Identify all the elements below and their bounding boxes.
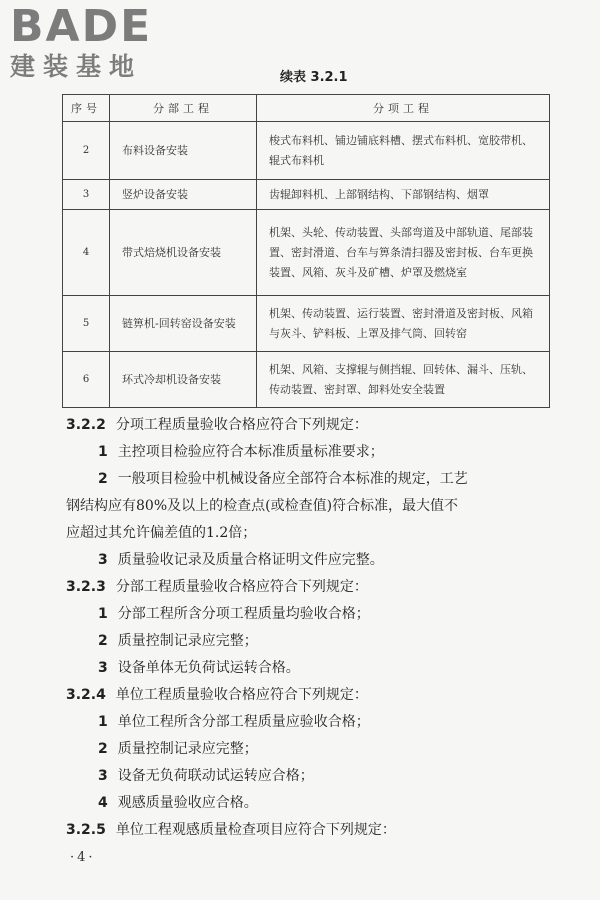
logo-wordmark: BADE	[10, 1, 153, 52]
list-item	[66, 601, 552, 628]
row-items: 机架、头轮、传动装置、头部弯道及中部轨道、尾部装置、密封滑道、台车与箅条清扫器及密封板、台车更换装置、风箱、灰斗及矿槽、炉罩及燃烧室	[257, 210, 550, 296]
row-part: 链箅机-回转窑设备安装	[110, 296, 257, 352]
spec-table	[62, 94, 550, 408]
item-number: 3	[98, 660, 108, 676]
row-part: 带式焙烧机设备安装	[110, 210, 257, 296]
row-no: 5	[63, 296, 110, 352]
list-item	[66, 466, 552, 493]
clause-3-2-5	[66, 817, 552, 844]
list-item	[66, 547, 552, 574]
row-part: 布料设备安装	[110, 122, 257, 180]
clause-text: 分部工程质量验收合格应符合下列规定：	[115, 579, 368, 595]
row-items: 梭式布料机、铺边铺底料槽、摆式布料机、宽胶带机、辊式布料机	[257, 122, 550, 180]
clause-number: 3.2.3	[66, 579, 106, 595]
item-text: 单位工程所含分部工程质量应验收合格；	[117, 714, 370, 730]
row-items: 机架、传动装置、运行装置、密封滑道及密封板、风箱与灰斗、铲料板、上罩及排气筒、回转窑	[257, 296, 550, 352]
row-no: 2	[63, 122, 110, 180]
item-text: 质量控制记录应完整；	[117, 633, 258, 649]
item-text: 一般项目检验中机械设备应全部符合本标准的规定，工艺	[117, 471, 468, 487]
clause-number: 3.2.2	[66, 417, 106, 433]
item-text: 质量控制记录应完整；	[117, 741, 258, 757]
list-item	[66, 736, 552, 763]
table-header-row	[63, 95, 550, 122]
table-row	[63, 122, 550, 180]
list-item	[66, 763, 552, 790]
row-part: 环式冷却机设备安装	[110, 352, 257, 408]
item-number: 2	[98, 471, 108, 487]
table-caption: 续表 3.2.1	[280, 70, 348, 85]
item-text: 观感质量验收应合格。	[117, 795, 258, 811]
header-part: 分部工程	[110, 95, 257, 122]
clause-text: 分项工程质量验收合格应符合下列规定：	[115, 417, 368, 433]
item-text: 应超过其允许偏差值的1.2倍；	[66, 525, 257, 541]
clause-text: 单位工程质量验收合格应符合下列规定：	[115, 687, 368, 703]
item-text: 设备无负荷联动试运转应合格；	[117, 768, 314, 784]
clause-number: 3.2.5	[66, 822, 106, 838]
header-no: 序号	[63, 95, 110, 122]
item-number: 1	[98, 714, 108, 730]
clause-number: 3.2.4	[66, 687, 106, 703]
item-text: 主控项目检验应符合本标准质量标准要求；	[117, 444, 384, 460]
clause-text: 单位工程观感质量检查项目应符合下列规定：	[115, 822, 396, 838]
list-item	[66, 655, 552, 682]
clause-3-2-2	[66, 412, 552, 439]
row-part: 竖炉设备安装	[110, 180, 257, 210]
clause-3-2-4	[66, 682, 552, 709]
item-number: 2	[98, 633, 108, 649]
row-items: 机架、风箱、支撑辊与侧挡辊、回转体、漏斗、压轨、传动装置、密封罩、卸料处安全装置	[257, 352, 550, 408]
table-row	[63, 180, 550, 210]
item-number: 1	[98, 444, 108, 460]
item-text: 质量验收记录及质量合格证明文件应完整。	[117, 552, 384, 568]
item-number: 1	[98, 606, 108, 622]
table-row	[63, 352, 550, 408]
item-number: 3	[98, 768, 108, 784]
item-text: 分部工程所含分项工程质量均验收合格；	[117, 606, 370, 622]
body-text	[66, 412, 552, 844]
table-row	[63, 210, 550, 296]
logo-subtitle: 建装基地	[10, 52, 143, 81]
item-number: 3	[98, 552, 108, 568]
row-no: 4	[63, 210, 110, 296]
item-number: 4	[98, 795, 108, 811]
table-row	[63, 296, 550, 352]
row-items: 齿辊卸料机、上部钢结构、下部钢结构、烟罩	[257, 180, 550, 210]
item-number: 2	[98, 741, 108, 757]
header-items: 分项工程	[257, 95, 550, 122]
item-text: 设备单体无负荷试运转合格。	[117, 660, 300, 676]
row-no: 3	[63, 180, 110, 210]
item-text: 钢结构应有80%及以上的检查点(或检查值)符合标准，最大值不	[66, 498, 459, 514]
page-number: ·4·	[70, 850, 96, 865]
list-item	[66, 709, 552, 736]
list-item	[66, 790, 552, 817]
brand-logo	[10, 1, 153, 82]
item-continuation	[66, 493, 552, 520]
list-item	[66, 628, 552, 655]
row-no: 6	[63, 352, 110, 408]
item-continuation	[66, 520, 552, 547]
clause-3-2-3	[66, 574, 552, 601]
list-item	[66, 439, 552, 466]
